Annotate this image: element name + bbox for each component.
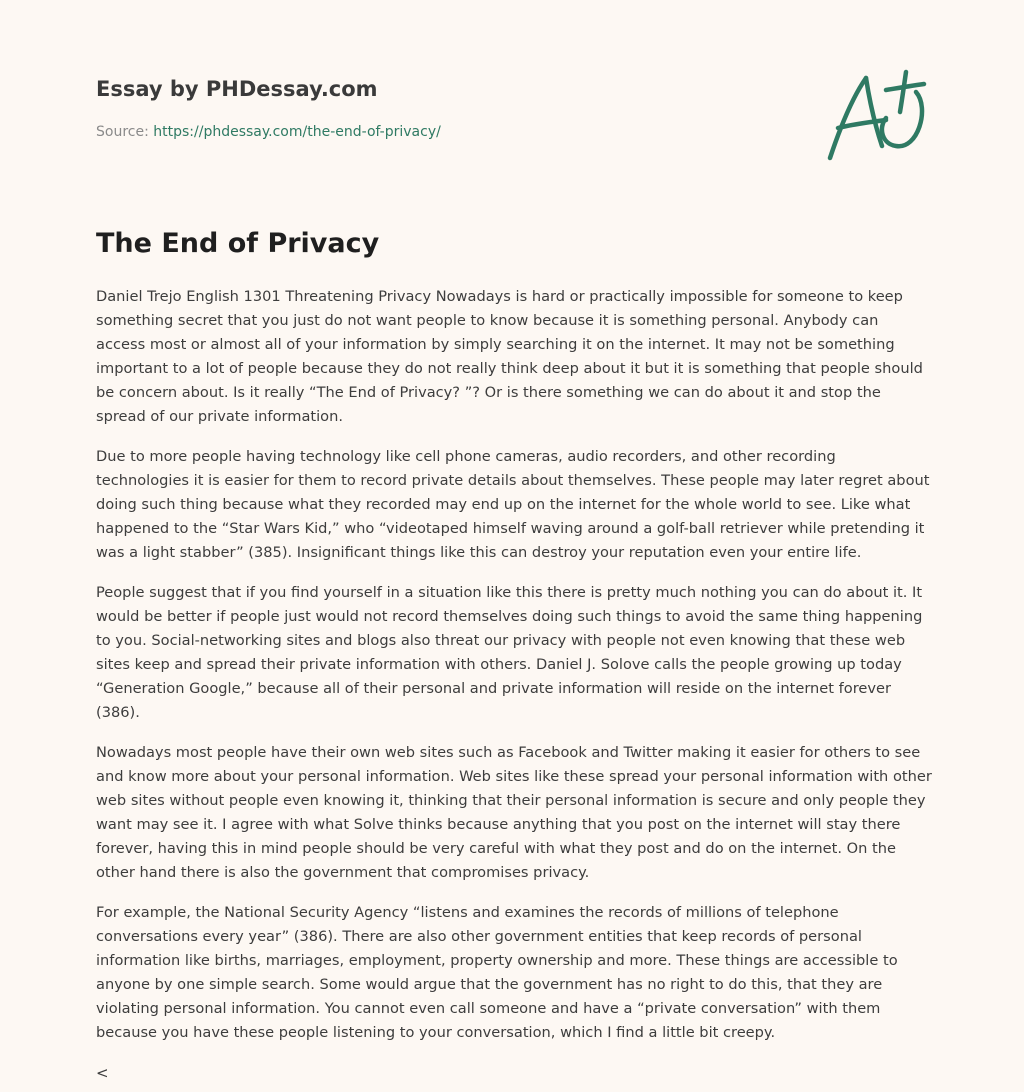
source-link[interactable]: https://phdessay.com/the-end-of-privacy/ [153, 124, 441, 140]
paragraph-4: Nowadays most people have their own web sites such as Facebook and Twitter making it easier for others to see and know more about your personal information. Web sites like these spread your personal information with other web sites without people even knowing it, thinking that their personal information is secure and only people they want may see it. I agree with what Solve thinks because anything that you post on the internet will stay there forever, having this in mind people should be very careful with what they post and do on the internet. On the other hand there is also the government that compromises privacy. [96, 744, 932, 881]
paragraph-1: Daniel Trejo English 1301 Threatening Privacy Nowadays is hard or practically impossible for someone to keep something secret that you just do not want people to know because it is something personal. Anybody can access most or almost all of your information by simply searching it on the internet. It may not be something important to a lot of people because they do not really think deep about it but it is something that people should be concern about. Is it really “The End of Privacy? ”? Or is there something we can do about it and stop the spread of our private information. [96, 288, 923, 425]
paragraph-5: For example, the National Security Agency “listens and examines the records of millions of telephone conversations every year” (386). There are also other government entities that keep records of personal information like births, marriages, employment, property ownership and more. These things are accessible to anyone by one simple search. Some would argue that the government has no right to do this, that they are violating personal information. You cannot even call someone and have a “private conversation” with them because you have these people listening to your conversation, which I find a little bit creepy. [96, 904, 898, 1041]
article-title: The End of Privacy [96, 228, 380, 259]
paragraph-2: Due to more people having technology like cell phone cameras, audio recorders, and other recording technologies it is easier for them to record private details about themselves. These people may later regret about doing such thing because what they recorded may end up on the internet for the whole world to see. Like what happened to the “Star Wars Kid,” who “videotaped himself waving around a golf-ball retriever while pretending it was a light stabber” (385). Insignificant things like this can destroy your reputation even your entire life. [96, 448, 930, 561]
header [96, 74, 656, 142]
previous-page-link[interactable]: < [96, 1064, 109, 1082]
a-plus-logo-icon [820, 66, 930, 166]
brand-title: Essay by PHDessay.com [96, 77, 378, 101]
source-label: Source: [96, 124, 154, 140]
paragraph-3: People suggest that if you find yourself in a situation like this there is pretty much nothing you can do about it. It would be better if people just would not record themselves doing such things to avoid the same thing happening to you. Social-networking sites and blogs also threat our privacy with people not even knowing that these web sites keep and spread their private information with others. Daniel J. Solove calls the people growing up today “Generation Google,” because all of their personal and private information will reside on the internet forever (386). [96, 584, 923, 721]
article-body [96, 285, 932, 1061]
source-line [96, 122, 656, 142]
